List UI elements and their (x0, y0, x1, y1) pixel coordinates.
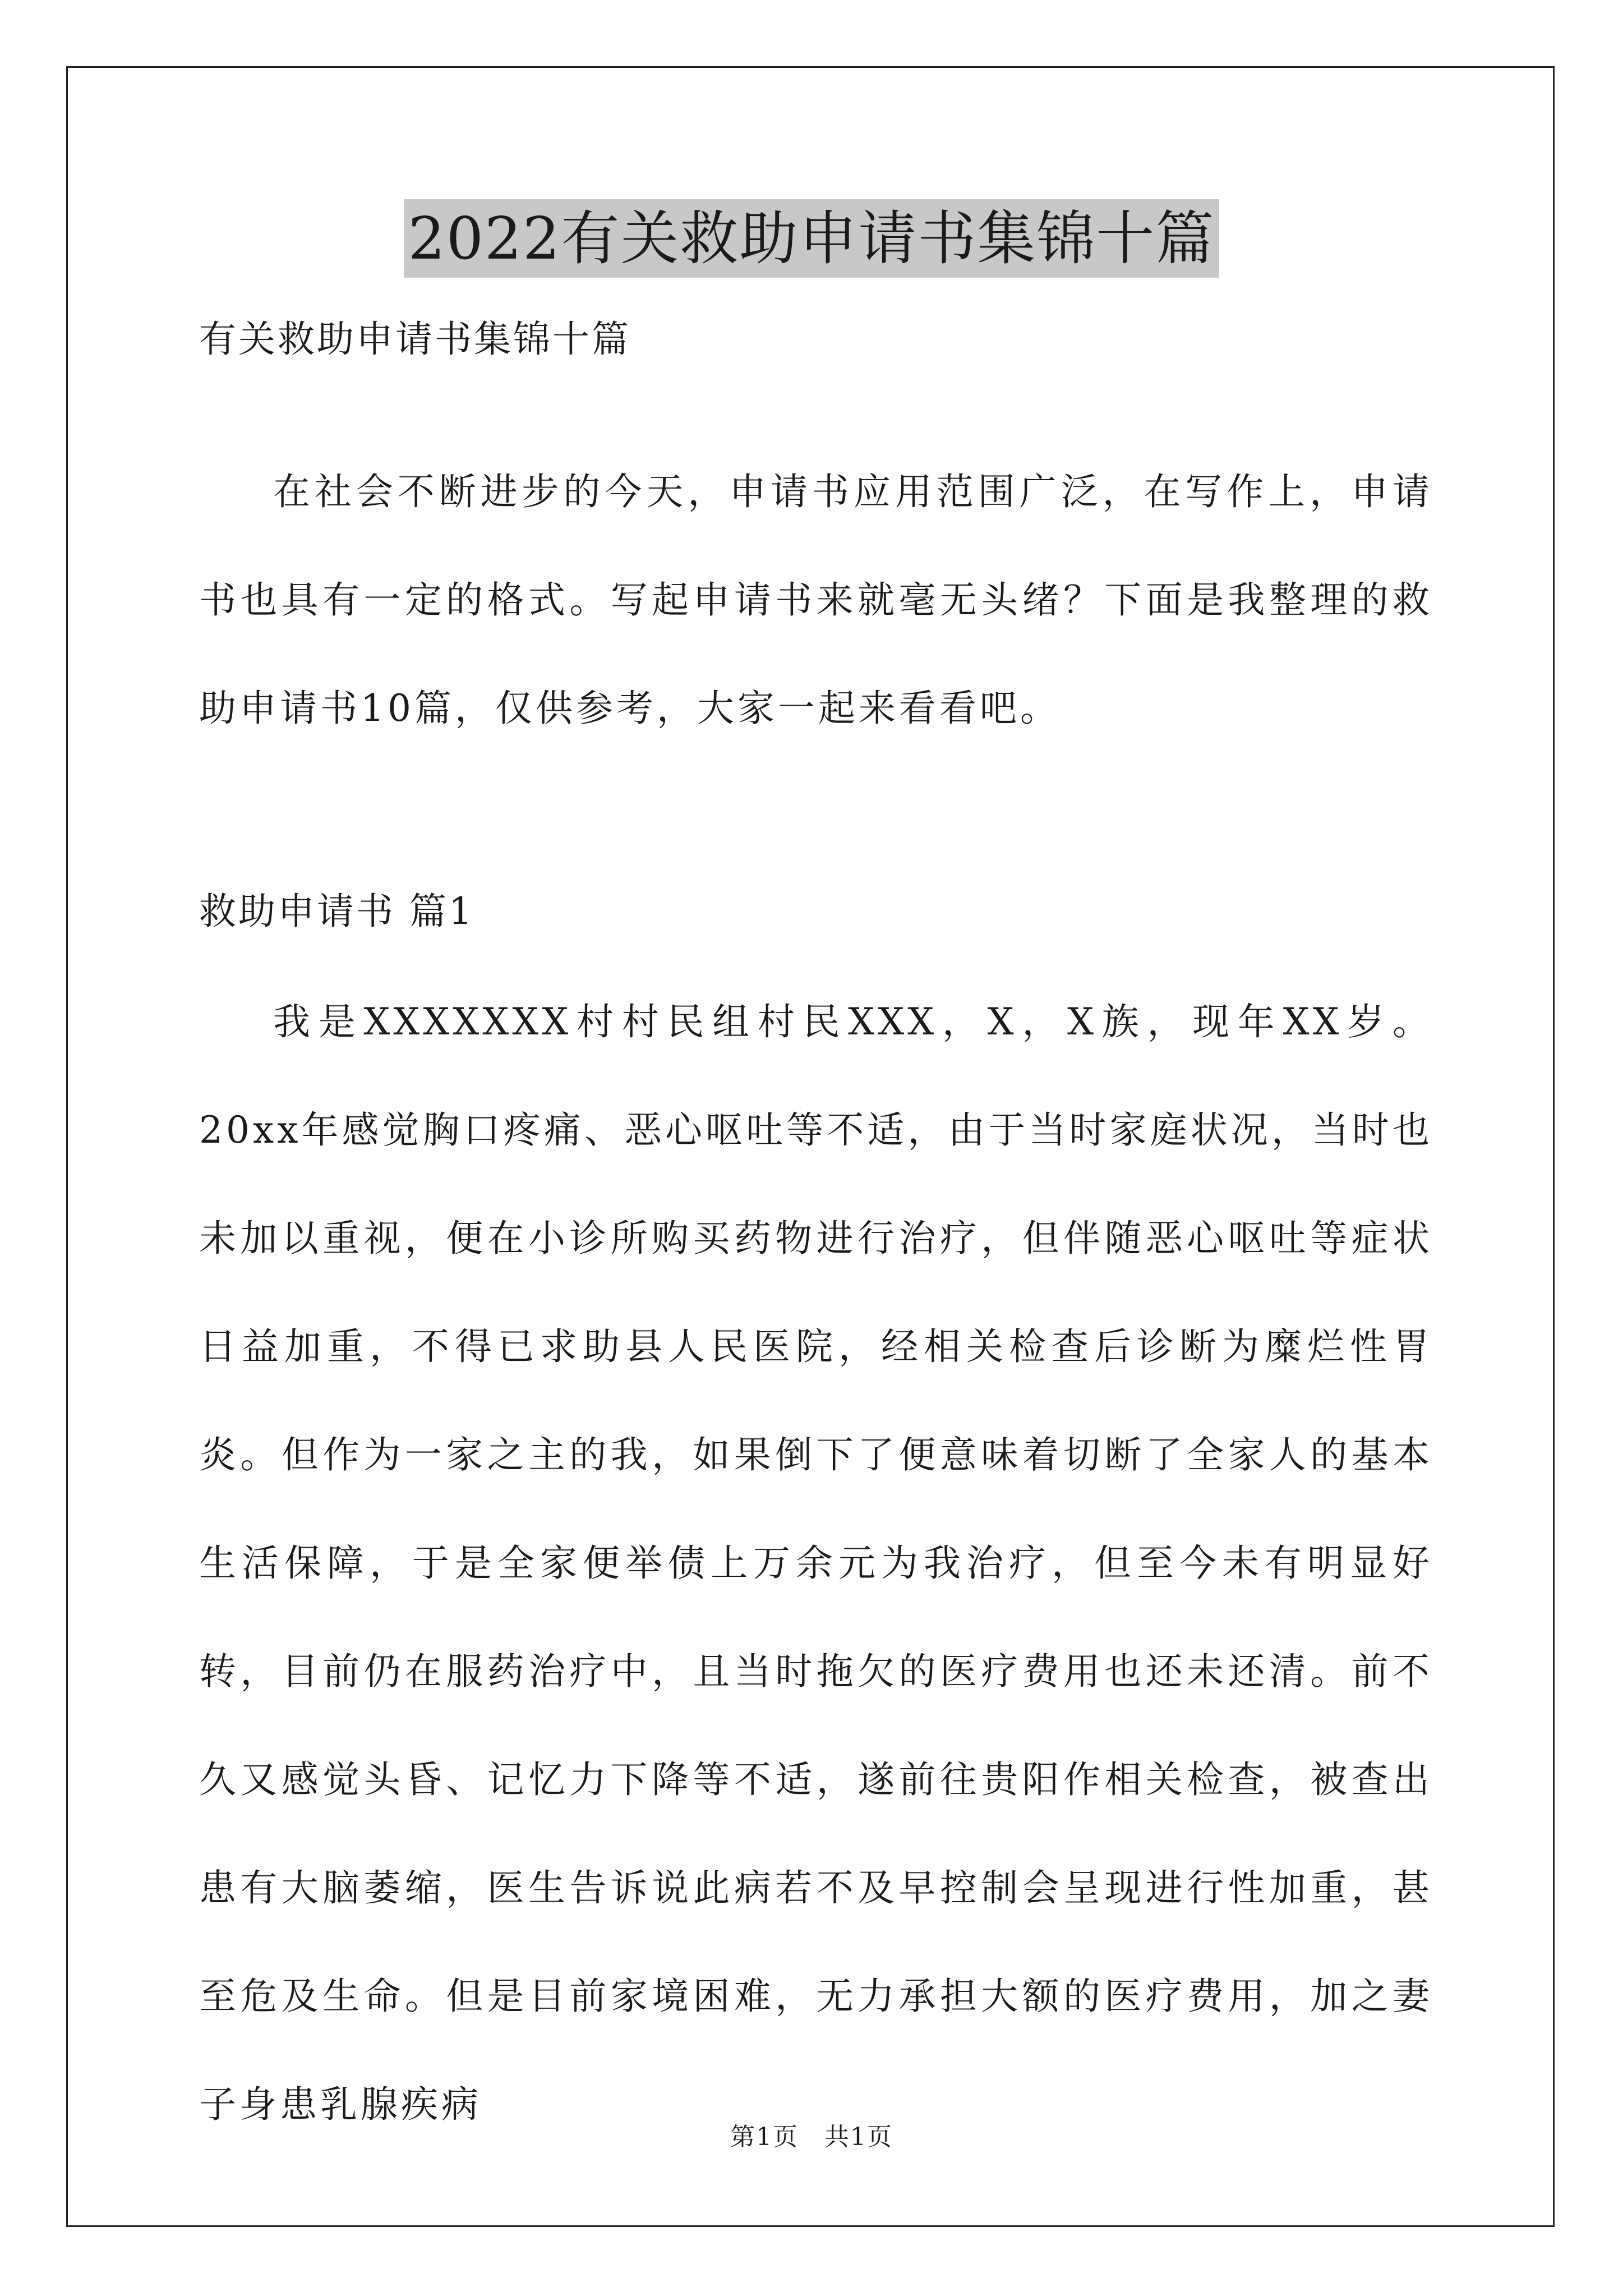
page-footer: 第1页 共1页 (730, 2123, 893, 2151)
title-container (0, 199, 1623, 278)
section-body-paragraph: 我是XXXXXXX村村民组村民XXX，X，X族，现年XX岁。20xx年感觉胸口疼痛、恶心呕吐等不适，由于当时家庭状况，当时也未加以重视，便在小诊所购买药物进行治疗，但伴随恶心呕吐等症状日益加重，不得已求助县人民医院，经相关检查后诊断为糜烂性胃炎。但作为一家之主的我，如果倒下了便意味着切断了全家人的基本生活保障，于是全家便举债上万余元为我治疗，但至今未有明显好转，目前仍在服药治疗中，且当时拖欠的医疗费用也还未还清。前不久又感觉头昏、记忆力下降等不适，遂前往贵阳作相关检查，被查出患有大脑萎缩，医生告诉说此病若不及早控制会呈现进行性加重，甚至危及生命。但是目前家境困难，无力承担大额的医疗费用，加之妻子身患乳腺疾病 (199, 1000, 1433, 2126)
intro-paragraph: 在社会不断进步的今天，申请书应用范围广泛，在写作上，申请书也具有一定的格式。写起申请书来就毫无头绪？下面是我整理的救助申请书10篇，仅供参考，大家一起来看看吧。 (199, 470, 1433, 730)
document-subtitle: 有关救助申请书集锦十篇 (199, 318, 631, 361)
document-title: 2022有关救助申请书集锦十篇 (404, 199, 1220, 278)
section-heading: 救助申请书 篇1 (199, 890, 474, 933)
